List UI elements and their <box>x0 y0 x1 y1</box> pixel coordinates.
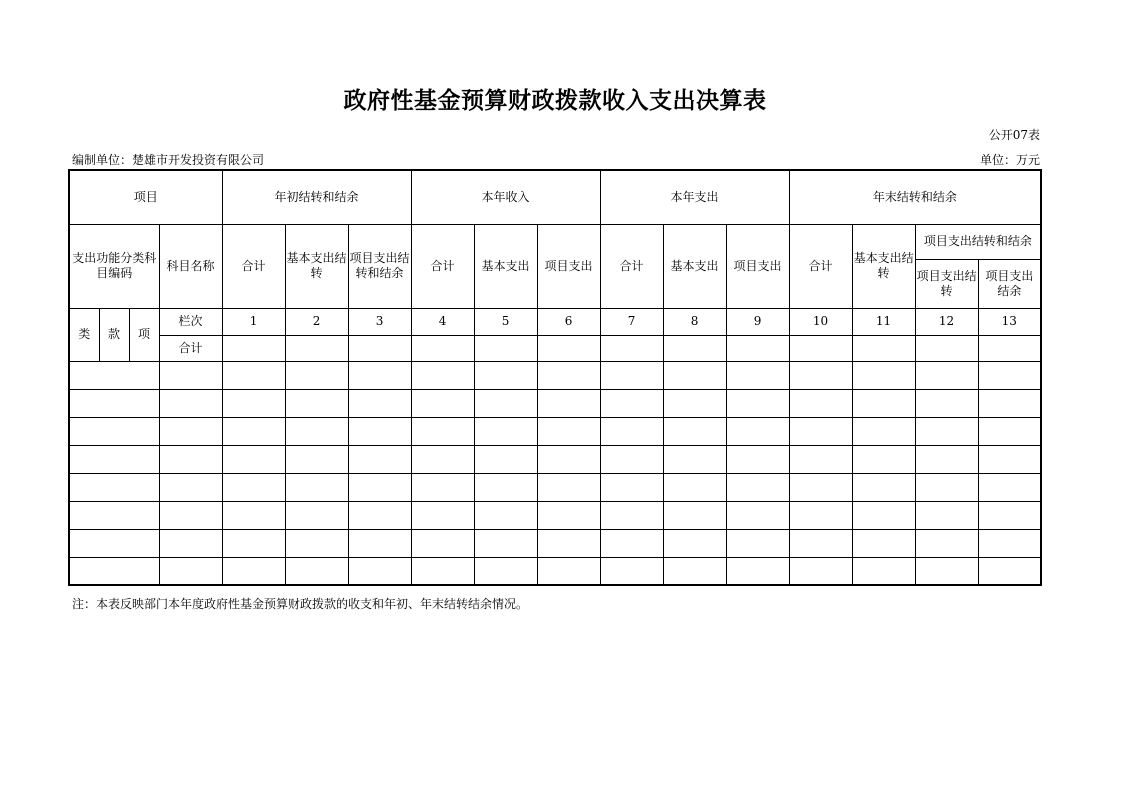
table-cell <box>915 557 978 585</box>
table-cell <box>69 417 159 445</box>
header-expense-project: 项目支出 <box>726 224 789 308</box>
col-num-7: 7 <box>600 308 663 335</box>
table-cell <box>663 557 726 585</box>
header-initial-carryover: 年初结转和结余 <box>222 170 411 224</box>
table-row <box>69 529 1041 557</box>
table-cell <box>852 529 915 557</box>
col-num-11: 11 <box>852 308 915 335</box>
table-cell <box>852 389 915 417</box>
sum-row <box>69 335 1041 361</box>
table-cell <box>663 473 726 501</box>
table-cell <box>978 445 1041 473</box>
header-current-expense: 本年支出 <box>600 170 789 224</box>
table-cell <box>348 389 411 417</box>
table-cell <box>222 361 285 389</box>
form-number: 公开07表 <box>988 128 1040 142</box>
table-row <box>69 445 1041 473</box>
table-cell <box>411 335 474 361</box>
table-cell <box>537 473 600 501</box>
header-income-basic: 基本支出 <box>474 224 537 308</box>
col-num-6: 6 <box>537 308 600 335</box>
table-cell <box>726 473 789 501</box>
header-ending-basic-carryover: 基本支出结转 <box>852 224 915 308</box>
header-ending-project-carryover: 项目支出结转 <box>915 259 978 308</box>
cat-kuan: 款 <box>99 308 129 361</box>
table-cell <box>978 335 1041 361</box>
table-cell <box>915 501 978 529</box>
header-initial-project-carryover-balance: 项目支出结转和结余 <box>348 224 411 308</box>
table-cell <box>663 335 726 361</box>
table-cell <box>915 473 978 501</box>
table-cell <box>348 361 411 389</box>
table-cell <box>537 335 600 361</box>
organization-label: 编制单位：楚雄市开发投资有限公司 <box>72 153 265 167</box>
table-cell <box>69 445 159 473</box>
table-cell <box>69 529 159 557</box>
header-initial-total: 合计 <box>222 224 285 308</box>
table-cell <box>915 389 978 417</box>
header-row-1 <box>69 170 1041 224</box>
table-cell <box>726 501 789 529</box>
table-cell <box>411 445 474 473</box>
col-num-12: 12 <box>915 308 978 335</box>
table-cell <box>663 361 726 389</box>
table-cell <box>978 389 1041 417</box>
header-row-2 <box>69 224 1041 259</box>
table-cell <box>789 501 852 529</box>
cat-lei: 类 <box>69 308 99 361</box>
col-num-13: 13 <box>978 308 1041 335</box>
table-cell <box>411 557 474 585</box>
table-cell <box>663 529 726 557</box>
table-cell <box>600 529 663 557</box>
page-title: 政府性基金预算财政拨款收入支出决算表 <box>343 88 767 114</box>
table-cell <box>789 335 852 361</box>
table-cell <box>474 529 537 557</box>
table-cell <box>915 529 978 557</box>
table-cell <box>474 361 537 389</box>
header-initial-basic-carryover: 基本支出结转 <box>285 224 348 308</box>
table-cell <box>69 473 159 501</box>
table-cell <box>348 473 411 501</box>
table-cell <box>600 473 663 501</box>
table-cell <box>222 335 285 361</box>
table-cell <box>726 335 789 361</box>
table-cell <box>600 389 663 417</box>
table-cell <box>852 473 915 501</box>
table-cell <box>222 417 285 445</box>
table-cell <box>285 445 348 473</box>
table-cell <box>411 361 474 389</box>
table-cell <box>978 473 1041 501</box>
column-number-row <box>69 308 1041 335</box>
empty-data-rows <box>69 361 1041 585</box>
table-cell <box>285 417 348 445</box>
table-cell <box>537 557 600 585</box>
table-cell <box>474 501 537 529</box>
table-cell <box>69 389 159 417</box>
table-note: 注：本表反映部门本年度政府性基金预算财政拨款的收支和年初、年末结转结余情况。 <box>72 597 529 611</box>
col-num-2: 2 <box>285 308 348 335</box>
unit-label: 单位：万元 <box>979 153 1040 167</box>
table-cell <box>789 473 852 501</box>
table-cell <box>915 361 978 389</box>
header-expense-total: 合计 <box>600 224 663 308</box>
table-cell <box>726 445 789 473</box>
header-ending-carryover: 年末结转和结余 <box>789 170 1041 224</box>
table-cell <box>600 417 663 445</box>
table-cell <box>663 445 726 473</box>
header-subject-name: 科目名称 <box>159 224 222 308</box>
header-project: 项目 <box>69 170 222 224</box>
table-cell <box>852 557 915 585</box>
col-num-10: 10 <box>789 308 852 335</box>
table-cell <box>789 529 852 557</box>
table-cell <box>159 473 222 501</box>
table-row <box>69 361 1041 389</box>
table-cell <box>411 529 474 557</box>
table-cell <box>537 389 600 417</box>
table-cell <box>222 445 285 473</box>
cat-xiang: 项 <box>129 308 159 361</box>
table-row <box>69 473 1041 501</box>
table-cell <box>600 501 663 529</box>
col-num-8: 8 <box>663 308 726 335</box>
table-cell <box>789 557 852 585</box>
table-cell <box>159 417 222 445</box>
table-cell <box>789 445 852 473</box>
table-cell <box>474 335 537 361</box>
table-cell <box>285 473 348 501</box>
table-cell <box>222 389 285 417</box>
table-cell <box>285 501 348 529</box>
table-cell <box>159 389 222 417</box>
col-num-5: 5 <box>474 308 537 335</box>
table-cell <box>159 557 222 585</box>
table-cell <box>537 445 600 473</box>
table-cell <box>726 389 789 417</box>
header-current-income: 本年收入 <box>411 170 600 224</box>
table-cell <box>285 557 348 585</box>
table-cell <box>663 501 726 529</box>
col-num-3: 3 <box>348 308 411 335</box>
table-cell <box>789 417 852 445</box>
table-cell <box>348 417 411 445</box>
header-income-total: 合计 <box>411 224 474 308</box>
table-cell <box>69 501 159 529</box>
table-cell <box>348 557 411 585</box>
table-cell <box>222 529 285 557</box>
table-cell <box>726 529 789 557</box>
table-cell <box>159 445 222 473</box>
table-cell <box>789 389 852 417</box>
table-cell <box>663 417 726 445</box>
header-ending-project-balance: 项目支出结余 <box>978 259 1041 308</box>
table-row <box>69 389 1041 417</box>
table-row <box>69 557 1041 585</box>
col-num-9: 9 <box>726 308 789 335</box>
header-ending-total: 合计 <box>789 224 852 308</box>
table-cell <box>411 389 474 417</box>
table-cell <box>537 361 600 389</box>
table-cell <box>600 557 663 585</box>
table-cell <box>978 501 1041 529</box>
table-cell <box>852 501 915 529</box>
table-cell <box>285 389 348 417</box>
table-cell <box>726 361 789 389</box>
table-cell <box>726 417 789 445</box>
table-cell <box>852 335 915 361</box>
table-cell <box>600 361 663 389</box>
table-cell <box>915 335 978 361</box>
table-cell <box>915 445 978 473</box>
table-cell <box>474 389 537 417</box>
table-cell <box>600 445 663 473</box>
table-row <box>69 417 1041 445</box>
table-cell <box>537 529 600 557</box>
table-cell <box>600 335 663 361</box>
header-func-code: 支出功能分类科目编码 <box>69 224 159 308</box>
column-index-label: 栏次 <box>159 308 222 335</box>
table-row <box>69 501 1041 529</box>
table-cell <box>474 557 537 585</box>
table-cell <box>222 473 285 501</box>
table-cell <box>978 557 1041 585</box>
table-cell <box>159 529 222 557</box>
table-cell <box>978 417 1041 445</box>
table-cell <box>348 501 411 529</box>
table-cell <box>411 501 474 529</box>
sum-row-label: 合计 <box>159 335 222 361</box>
table-cell <box>285 361 348 389</box>
col-num-1: 1 <box>222 308 285 335</box>
table-cell <box>69 557 159 585</box>
table-cell <box>915 417 978 445</box>
table-cell <box>69 361 159 389</box>
table-cell <box>852 445 915 473</box>
table-cell <box>789 361 852 389</box>
table-cell <box>474 445 537 473</box>
table-cell <box>222 501 285 529</box>
table-cell <box>474 473 537 501</box>
table-cell <box>411 417 474 445</box>
table-cell <box>663 389 726 417</box>
table-cell <box>285 335 348 361</box>
report-table <box>68 169 1042 586</box>
table-cell <box>978 529 1041 557</box>
table-cell <box>978 361 1041 389</box>
table-cell <box>285 529 348 557</box>
table-cell <box>474 417 537 445</box>
table-cell <box>537 501 600 529</box>
table-cell <box>852 361 915 389</box>
table-cell <box>159 501 222 529</box>
table-cell <box>411 473 474 501</box>
table-cell <box>726 557 789 585</box>
table-cell <box>348 529 411 557</box>
col-num-4: 4 <box>411 308 474 335</box>
table-cell <box>222 557 285 585</box>
header-income-project: 项目支出 <box>537 224 600 308</box>
header-expense-basic: 基本支出 <box>663 224 726 308</box>
table-cell <box>537 417 600 445</box>
table-cell <box>348 445 411 473</box>
header-ending-project-carryover-balance: 项目支出结转和结余 <box>915 224 1041 259</box>
table-cell <box>159 361 222 389</box>
table-cell <box>852 417 915 445</box>
table-cell <box>348 335 411 361</box>
